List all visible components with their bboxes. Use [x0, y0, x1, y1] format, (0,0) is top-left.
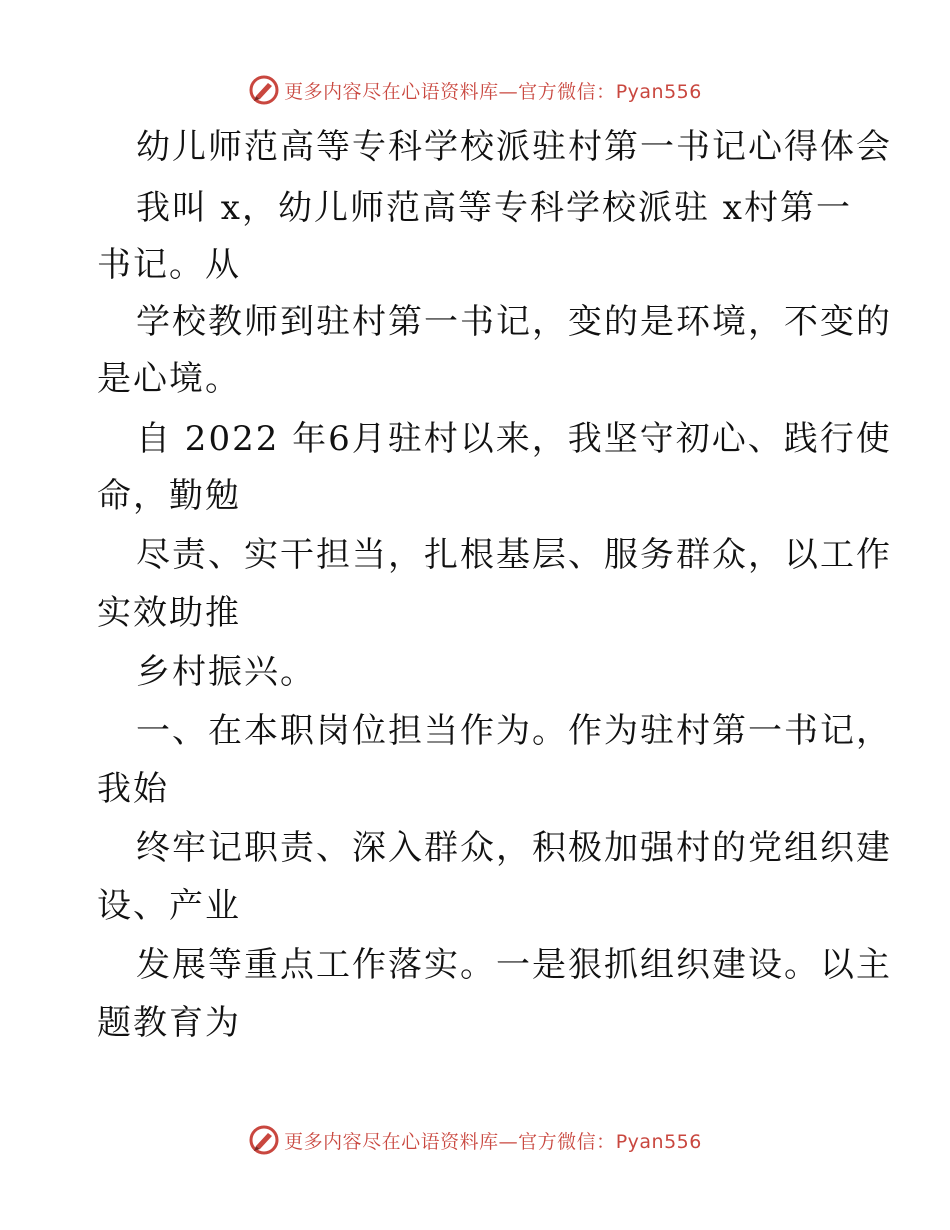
paragraph-line: 我始 — [97, 769, 169, 809]
paragraph-line: 是心境。 — [97, 359, 241, 399]
watermark-brand: 更多内容尽在心语资料库 — [284, 1130, 499, 1153]
paragraph-line: 设、产业 — [97, 886, 241, 926]
paragraph-line: 题教育为 — [97, 1003, 241, 1043]
paragraph-line: 命，勤勉 — [97, 476, 241, 516]
document-title: 幼儿师范高等专科学校派驻村第一书记心得体会 — [136, 127, 892, 167]
watermark-text — [284, 1127, 702, 1154]
watermark-label: 官方微信： — [518, 1130, 616, 1153]
footer-watermark — [0, 1122, 950, 1158]
paragraph-line: 自 2022 年6月驻村以来，我坚守初心、践行使 — [136, 419, 892, 459]
paragraph-line: 书记。从 — [97, 245, 241, 285]
paragraph-line: 乡村振兴。 — [136, 652, 316, 692]
watermark-label: 官方微信： — [518, 80, 616, 103]
paragraph-line: 发展等重点工作落实。一是狠抓组织建设。以主 — [136, 945, 892, 985]
watermark-text — [284, 77, 702, 104]
watermark-wechat: Pyan556 — [615, 80, 702, 103]
paragraph-line: 尽责、实干担当，扎根基层、服务群众，以工作 — [136, 535, 892, 575]
header-watermark — [0, 72, 950, 108]
watermark-dash: — — [498, 80, 519, 103]
paragraph-line: 我叫 x，幼儿师范高等专科学校派驻 x村第一 — [136, 188, 852, 228]
paragraph-line: 终牢记职责、深入群众，积极加强村的党组织建 — [136, 828, 892, 868]
paragraph-line: 实效助推 — [97, 593, 241, 633]
pen-logo-icon — [248, 1124, 280, 1156]
watermark-wechat: Pyan556 — [615, 1130, 702, 1153]
paragraph-line: 一、在本职岗位担当作为。作为驻村第一书记， — [136, 711, 892, 751]
pen-logo-icon — [248, 74, 280, 106]
paragraph-line: 学校教师到驻村第一书记，变的是环境，不变的 — [136, 302, 892, 342]
watermark-brand: 更多内容尽在心语资料库 — [284, 80, 499, 103]
watermark-dash: — — [498, 1130, 519, 1153]
